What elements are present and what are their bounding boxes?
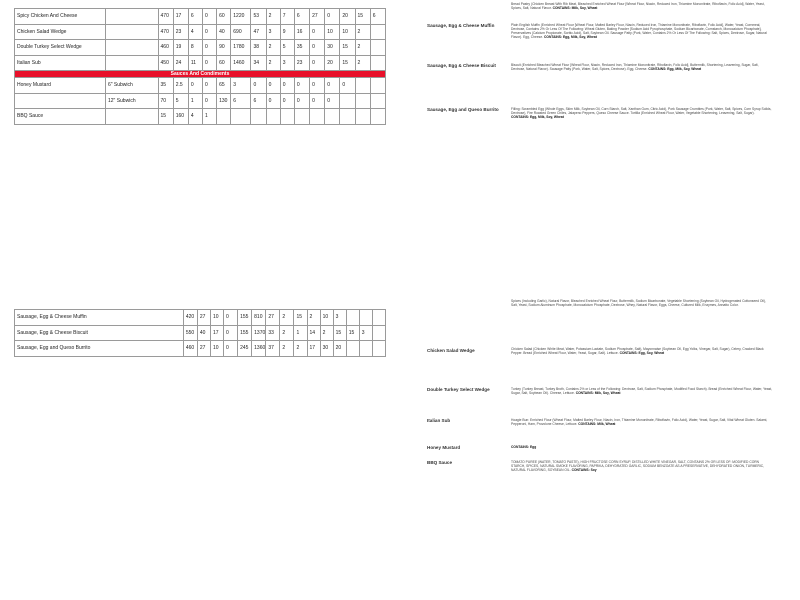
nutrient-value: 20 (325, 55, 340, 71)
ingredient-text: Turkey (Turkey Breast, Turkey Broth, Contains 2% or Less of the Following: Dextrose, Salt, Sodium Phosphate, Modified Food Starch). Bread (Enriched Wheat Flour, Water, Yeast, Sugar, Salt, Soybean Oil). Cheese, Lettuce. CONTAINS: Milk, Soy, Wheat (511, 387, 773, 396)
nutrient-value: 690 (231, 24, 251, 40)
nutrient-value: 470 (158, 24, 173, 40)
nutrient-value: 0 (251, 78, 266, 94)
ingredient-name: Sausage, Egg & Cheese Biscuit (427, 63, 496, 68)
nutrient-value: 1 (188, 93, 202, 109)
nutrient-value: 9 (280, 24, 294, 40)
nutrient-value: 40 (217, 24, 231, 40)
bottom-ingredient-fragment: Spices (Including Garlic), Natural Flavor, Bleached Enriched Wheat Flour, Buttermilk, Sodium Bicarbonate, Vegetable Shortening (Soybean Oil, Hydrogenated Cottonseed Oil), Salt, Yeast, Sodium Aluminum Phosphate, Monocalcium Phosphate, Dextrose, Whey, Natural Flavor, Eggs, Cheese, Cultured Milk, Enzymes, Annatto Color. (511, 299, 766, 308)
nutrient-value: 2 (307, 310, 320, 326)
nutrient-value: 17 (307, 341, 320, 357)
item-name: Double Turkey Select Wedge (15, 40, 106, 56)
nutrient-value: 0 (266, 93, 280, 109)
nutrient-value: 23 (173, 24, 188, 40)
nutrient-value: 0 (202, 55, 216, 71)
nutrient-value: 0 (325, 78, 340, 94)
nutrient-value (346, 310, 359, 326)
item-name: BBQ Sauce (15, 109, 106, 125)
nutrient-value (340, 93, 355, 109)
serving-size (105, 40, 158, 56)
nutrient-value: 27 (310, 9, 325, 25)
nutrient-value: 0 (202, 9, 216, 25)
nutrient-value: 155 (238, 325, 252, 341)
nutrient-value: 0 (188, 78, 202, 94)
nutrient-value: 15 (333, 325, 346, 341)
nutrient-value: 27 (197, 341, 210, 357)
nutrient-value: 2 (280, 341, 294, 357)
nutrient-value (370, 78, 385, 94)
nutrient-value: 130 (217, 93, 231, 109)
nutrient-value: 33 (266, 325, 280, 341)
nutrient-value: 15 (340, 40, 355, 56)
nutrient-value: 30 (325, 40, 340, 56)
ingredient-name: Double Turkey Select Wedge (427, 387, 490, 392)
table-row (15, 341, 386, 357)
nutrient-value: 7 (280, 9, 294, 25)
ingredient-name: BBQ Sauce (427, 460, 453, 465)
nutrient-value: 0 (310, 93, 325, 109)
nutrient-value: 420 (183, 310, 197, 326)
nutrient-value: 0 (202, 93, 216, 109)
nutrient-value: 19 (173, 40, 188, 56)
ingredient-text: Filling: Scrambled Egg (Whole Eggs, Skim Milk, Soybean Oil, Corn Starch, Salt, Xanthan Gum, Citric Acid), Pork Sausage Crumbles (Pork, Water, Salt, Spices, Corn Syrup Solids, Dextrose), Fire Roasted Green Chiles, Jalapeno Peppers, Queso Cheese Sauce. Tortilla (Enriched Wheat Flour, Water, Vegetable Shortening, Leavening, Salt, Sugar). CONTAINS: Egg, Milk, Soy, Wheat (511, 107, 772, 120)
nutrient-value: 0 (325, 93, 340, 109)
nutrient-value: 5 (280, 40, 294, 56)
nutrient-value: 0 (224, 341, 238, 357)
nutrient-value: 6 (370, 9, 385, 25)
nutrient-value: 17 (173, 9, 188, 25)
nutrient-value: 160 (173, 109, 188, 125)
nutrient-value (266, 109, 280, 125)
nutrient-value: 0 (310, 55, 325, 71)
nutrient-value: 15 (340, 55, 355, 71)
table-row (15, 55, 386, 71)
nutrient-value (355, 93, 370, 109)
table-row (15, 109, 386, 125)
nutrient-value: 14 (307, 325, 320, 341)
ingredient-name: Chicken Salad Wedge (427, 348, 475, 353)
nutrient-value: 6 (294, 9, 309, 25)
nutrient-value: 8 (188, 40, 202, 56)
nutrient-value (372, 341, 385, 357)
nutrient-value (280, 109, 294, 125)
nutrient-value: 53 (251, 9, 266, 25)
nutrient-value: 10 (325, 24, 340, 40)
nutrient-value (217, 109, 231, 125)
nutrient-value: 27 (197, 310, 210, 326)
nutrient-value: 2.5 (173, 78, 188, 94)
ingredient-text: Biscuit (Enriched Bleached Wheat Flour [Wheat Flour, Niacin, Reduced Iron, Thiamine Mononitrate, Riboflavin, Folic Acid], Buttermilk, Shortening, Leavening, Sugar, Salt, Dextrose, Natural Flavor). Sausage Patty (Pork, Water, Salt, Spices, Dextrose). Egg, Cheese. CONTAINS: Egg, Milk, Soy, Wheat (511, 63, 759, 72)
ingredient-text: CONTAINS: Egg (511, 445, 537, 449)
nutrient-value: 460 (183, 341, 197, 357)
nutrient-value: 6 (251, 93, 266, 109)
serving-size: 12" Subwich (105, 93, 158, 109)
nutrient-value: 60 (217, 55, 231, 71)
nutrient-value: 3 (231, 78, 251, 94)
nutrient-value (370, 93, 385, 109)
nutrient-value: 10 (210, 310, 223, 326)
nutrient-value: 10 (340, 24, 355, 40)
nutrient-value: 15 (346, 325, 359, 341)
nutrient-value: 0 (294, 78, 309, 94)
item-name: Sausage, Egg & Cheese Muffin (15, 310, 184, 326)
nutrient-value: 1780 (231, 40, 251, 56)
nutrient-value: 27 (266, 310, 280, 326)
table-row (15, 310, 386, 326)
nutrient-value: 5 (173, 93, 188, 109)
nutrient-value: 1360 (252, 341, 266, 357)
item-name: Sausage, Egg and Queso Burrito (15, 341, 184, 357)
nutrient-value: 16 (294, 24, 309, 40)
table-row (15, 78, 386, 94)
nutrient-value: 30 (320, 341, 333, 357)
serving-size (105, 9, 158, 25)
nutrient-value: 10 (320, 310, 333, 326)
nutrient-value: 20 (340, 9, 355, 25)
item-name: Honey Mustard (15, 78, 106, 94)
nutrient-value: 2 (266, 9, 280, 25)
nutrient-value: 1220 (231, 9, 251, 25)
nutrient-value (310, 109, 325, 125)
ingredient-text: Plain English Muffin (Enriched Wheat Flour [Wheat Flour, Malted Barley Flour, Niacin, Reduced Iron, Thiamine Mononitrate, Riboflavin, Folic Acid], Water, Yeast, Cornmeal, Dextrose, Contains 2% Or Less Of The Following: Wheat Gluten, Baking Powder [Sodium Acid Pyrophosphate, Sodium Bicarbonate, Cornstarch, Monocalcium Phosphate], Preservatives (Calcium Propionate, Sorbic Acid), Salt, Soybean Oil. Sausage Patty (Pork, Water, Contains 2% Or Less Of The Following: Salt, Spices, Dextrose, Sugar, Natural Flavor). Egg, Cheese. CONTAINS: Egg, Milk, Soy, Wheat (511, 23, 767, 40)
top-ingredient-fragment: Bread Pastry (Chicken Breast With Rib Meat, Bleached Enriched Wheat Flour [Wheat Flour, Niacin, Reduced Iron, Thiamine Mononitrate, Riboflavin, Folic Acid], Water, Yeast, Spices, Salt, Natural Flavor. CONTAINS: Milk, Soy, Wheat (511, 2, 765, 11)
nutrient-value (359, 341, 372, 357)
nutrient-value: 3 (280, 55, 294, 71)
nutrient-value: 3 (266, 24, 280, 40)
ingredient-text: TOMATO PUREE (WATER, TOMATO PASTE), HIGH FRUCTOSE CORN SYRUP, DISTILLED WHITE VINEGAR, SALT, CONTAINS 2% OR LESS OF: MODIFIED CORN STARCH, SPICES, NATURAL SMOKE FLAVORING, PAPRIKA, DEHYDRATED GARLIC, SODIUM BENZOATE AS A PRESERVATIVE, DEHYDRATED ONION, TURMERIC, NATURAL FLAVORING, SOYBEAN OIL. CONTAINS: Soy (511, 460, 765, 473)
nutrient-value: 2 (266, 55, 280, 71)
nutrient-value: 0 (202, 78, 216, 94)
nutrient-value (370, 55, 385, 71)
nutrient-value: 15 (158, 109, 173, 125)
nutrient-value: 2 (280, 325, 294, 341)
nutrient-value: 1 (202, 109, 216, 125)
nutrient-value: 1370 (252, 325, 266, 341)
nutrient-value: 470 (158, 9, 173, 25)
nutrient-value: 3 (359, 325, 372, 341)
table-row (15, 9, 386, 25)
nutrient-value: 2 (320, 325, 333, 341)
nutrient-value (340, 109, 355, 125)
nutrient-value: 550 (183, 325, 197, 341)
nutrient-value: 0 (280, 93, 294, 109)
ingredient-text: Chicken Salad (Chicken White Meat, Water, Potassium Lactate, Sodium Phosphate, Salt), Mayonnaise (Soybean Oil, Egg Yolks, Vinegar, Salt, Sugar), Celery, Cracked Black Pepper. Bread (Enriched Wheat Flour, Water, Yeast, Sugar, Salt). Lettuce. CONTAINS: Egg, Soy, Wheat (511, 347, 764, 356)
nutrient-value (370, 24, 385, 40)
top-nutrition-table (14, 8, 386, 125)
table-row (15, 93, 386, 109)
nutrient-value: 0 (310, 78, 325, 94)
nutrient-value: 2 (266, 40, 280, 56)
serving-size (105, 109, 158, 125)
nutrient-value (346, 341, 359, 357)
nutrient-value: 1460 (231, 55, 251, 71)
nutrient-value: 10 (210, 341, 223, 357)
nutrient-value: 6 (231, 93, 251, 109)
nutrient-value: 4 (188, 109, 202, 125)
nutrient-value: 2 (355, 24, 370, 40)
nutrient-value: 20 (333, 341, 346, 357)
table-row (15, 24, 386, 40)
nutrient-value: 2 (294, 341, 307, 357)
nutrient-value: 0 (202, 40, 216, 56)
serving-size (105, 55, 158, 71)
nutrient-value (370, 109, 385, 125)
nutrient-value: 0 (325, 9, 340, 25)
nutrient-value (355, 78, 370, 94)
serving-size: 6" Subwich (105, 78, 158, 94)
item-name: Sausage, Egg & Cheese Biscuit (15, 325, 184, 341)
nutrient-value: 0 (202, 24, 216, 40)
nutrient-value (231, 109, 251, 125)
nutrient-value: 155 (238, 310, 252, 326)
nutrient-value: 0 (224, 325, 238, 341)
nutrient-value (251, 109, 266, 125)
nutrient-value: 245 (238, 341, 252, 357)
nutrient-value: 17 (210, 325, 223, 341)
nutrient-value: 0 (280, 78, 294, 94)
table-row (15, 40, 386, 56)
nutrient-value: 4 (188, 24, 202, 40)
nutrient-value: 2 (280, 310, 294, 326)
nutrient-value: 0 (224, 310, 238, 326)
nutrient-value: 0 (340, 78, 355, 94)
nutrient-value: 0 (310, 40, 325, 56)
ingredient-text: Hoagie Bun: Enriched Flour (Wheat Flour, Malted Barley Flour, Niacin, Iron, Thiamine Mononitrate, Riboflavin, Folic Acid), Water, Yeast, Sugar, Salt, Vital Wheat Gluten. Salami, Pepperoni, Ham, Provolone Cheese, Lettuce. CONTAINS: Milk, Wheat (511, 418, 768, 427)
bottom-nutrition-table (14, 309, 386, 357)
nutrient-value: 34 (251, 55, 266, 71)
table-row (15, 325, 386, 341)
nutrient-value (372, 310, 385, 326)
nutrient-value: 23 (294, 55, 309, 71)
nutrient-value: 24 (173, 55, 188, 71)
nutrient-value: 37 (266, 341, 280, 357)
nutrient-value: 70 (158, 93, 173, 109)
nutrient-value (372, 325, 385, 341)
nutrient-value: 810 (252, 310, 266, 326)
nutrient-value: 47 (251, 24, 266, 40)
item-name: Italian Sub (15, 55, 106, 71)
nutrient-value: 460 (158, 40, 173, 56)
nutrient-value (359, 310, 372, 326)
nutrient-value: 0 (266, 78, 280, 94)
nutrient-value: 35 (294, 40, 309, 56)
nutrient-value: 2 (355, 40, 370, 56)
nutrient-value (325, 109, 340, 125)
nutrient-value: 6 (188, 9, 202, 25)
item-name: Chicken Salad Wedge (15, 24, 106, 40)
nutrient-value: 0 (294, 93, 309, 109)
nutrient-value: 0 (310, 24, 325, 40)
serving-size (105, 24, 158, 40)
nutrient-value: 15 (355, 9, 370, 25)
ingredient-name: Sausage, Egg & Cheese Muffin (427, 23, 495, 28)
nutrient-value: 40 (197, 325, 210, 341)
nutrient-value: 11 (188, 55, 202, 71)
nutrient-value (294, 109, 309, 125)
nutrient-value: 3 (333, 310, 346, 326)
ingredient-name: Honey Mustard (427, 445, 461, 450)
nutrient-value: 60 (217, 9, 231, 25)
ingredient-name: Sausage, Egg and Queso Burrito (427, 107, 499, 112)
nutrient-value: 1 (294, 325, 307, 341)
item-name (15, 93, 106, 109)
nutrient-value: 35 (158, 78, 173, 94)
item-name: Spicy Chicken And Cheese (15, 9, 106, 25)
nutrient-value: 15 (294, 310, 307, 326)
nutrient-value: 90 (217, 40, 231, 56)
nutrient-value: 450 (158, 55, 173, 71)
nutrient-value: 2 (355, 55, 370, 71)
nutrient-value (355, 109, 370, 125)
nutrient-value: 65 (217, 78, 231, 94)
section-title: Sauces And Condiments (15, 71, 386, 78)
ingredient-name: Italian Sub (427, 418, 451, 423)
nutrient-value: 38 (251, 40, 266, 56)
section-header-row (15, 71, 386, 78)
nutrient-value (370, 40, 385, 56)
